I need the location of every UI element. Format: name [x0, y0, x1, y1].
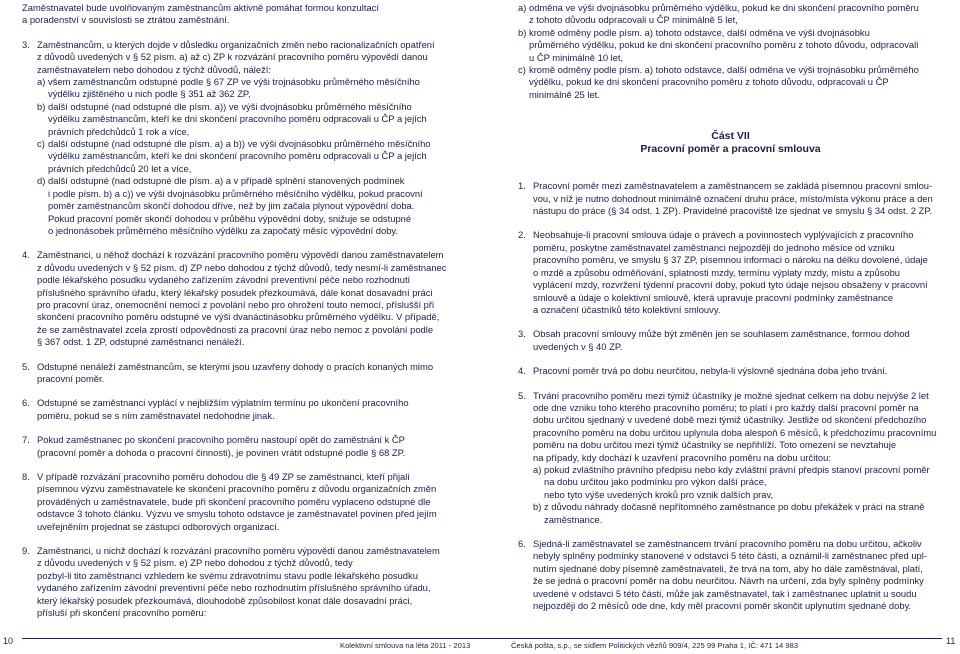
footer-divider: [22, 638, 942, 639]
reward-item-c: c) kromě odměny podle písm. a) tohoto odstavce, další odměna ve výši trojnásobku průměrného výdělku, pokud ke dni skončení pracovního poměru z tohoto důvodu, odpracovali u ČP minimálně 25 let.: [518, 64, 919, 100]
reward-item-a: a) odměna ve výši dvojnásobku průměrného výdělku, pokud ke dni skončení pracovního poměru z tohoto důvodu odpracovali u ČP minimálně 5 let,: [518, 2, 919, 26]
right-list-item-1: 1. Pracovní poměr mezi zaměstnavatelem a zaměstnancem se zakládá písemnou pracovní smlou- vou, v níž je nutno dohodnout minimálně označení druhu práce, místo/místa výkonu práce a den nástupu do práce (§ 34 odst. 1 ZP). Pravidelné pracoviště lze sjednat ve smyslu § 34 odst. 2 ZP.: [518, 180, 933, 217]
right-list-item-2: 2. Neobsahuje-li pracovní smlouva údaje o právech a povinnostech vyplývajících z pracovního poměru, poskytne zaměstnavatel zaměstnanci nejpozději do jednoho měsíce od vzniku pracovního poměru, ve smyslu § 37 ZP, písemnou informaci o nároku na délku dovolené, údaje o mzdě a způsobu odměňování, splatnosti mzdy, termínu výplaty mzdy, místu a způsobu vyplácení mzdy, rozvržení týdenní pracovní doby, pokud tyto údaje nejsou obsaženy v pracovní smlouvě a údaje o kolektivní smlouvě, která upravuje pracovní podmínky zaměstnance a označení účastníků této kolektivní smlouvy.: [518, 229, 928, 315]
right-list-item-4: 4. Pracovní poměr trvá po dobu neurčitou, nebyla-li výslovně sjednána doba jeho trvání.: [518, 365, 888, 377]
list-item-9: 9. Zaměstnanci, u nichž dochází k rozvázání pracovního poměru výpovědí danou zaměstnavatelem z důvodu uvedených v § 52 písm. e) ZP nebo dohodou z týchž důvodů, tedy pozbyl-li tito zaměstnanci vzhledem ke svému zdravotnímu stavu podle lékařského posudku vydaného zařízením závodní preventivní péče nebo rozhodnutím příslušného správního úřadu, který lékařský posudek přezkoumává, dlouhodobě způsobilost konat dále dosavadní práci, přísluší při skončení pracovního poměru:: [22, 545, 440, 619]
sub-item-a: a) všem zaměstnancům odstupné podle § 67 ZP ve výši trojnásobku průměrného měsíčního výdělku zjištěného u nich podle § 351 až 362 ZP,: [37, 76, 420, 100]
list-item-3: 3. Zaměstnancům, u kterých dojde v důsledku organizačních změn nebo racionalizačních opatření z důvodů uvedených v § 52 písm. a) až c) ZP k rozvázání pracovního poměru výpovědí danou zaměstnavatelem nebo dohodou z týchž důvodů, náleží: a) všem zaměstnancům odstupné podle § 67 ZP ve výši trojnásobku průměrného měsíčního výdělku zjištěného u nich podle § 351 až 362 ZP, b) další odstupné (nad odstupné dle písm. a)) ve výši dvojnásobku průměrného měsíčního výdělku zaměstnancům, kteří ke dni skončení pracovního poměru odpracovali u ČP a jejích právních předchůdců 1 rok a více, c) další odstupné (nad odstupné dle písm. a) a b)) ve výši dvojnásobku průměrného měsíčního výdělku zaměstnancům, kteří ke dni skončení pracovního poměru odpracovali u ČP a jejích právních předchůdců 20 let a více, d) další odstupné (nad odstupné dle písm. a) a v případě splnění stanovených podmínek i podle písm. b) a c)) ve výši dvojnásobku průměrného měsíčního výdělku, pokud pracovní poměr zaměstnancům skončí dohodou dříve, než by jim začala plynout výpovědní doba. Pokud pracovní poměr skončí dohodou v průběhu výpovědní doby, snižuje se odstupné o jednonásobek průměrného měsíčního výdělku za započatý měsíc výpovědní doby.: [22, 39, 459, 238]
list-item-8: 8. V případě rozvázání pracovního poměru dohodou dle § 49 ZP se zaměstnanci, kteří přijali písemnou výzvu zaměstnavatele ke skončení pracovního poměru z důvodu organizačních změn prováděných u zaměstnavatele, bude při skončení pracovního poměru vyplaceno odstupné dle odstavce 3 tohoto článku. Výzvu ve smyslu tohoto odstavce je zaměstnavatel povinen před jejím uveřejněním projednat se zástupci odborových organizací.: [22, 471, 437, 532]
right-list-item-6: 6. Sjedná-li zaměstnavatel se zaměstnancem trvání pracovního poměru na dobu určitou, ačkoliv nebyly splněny podmínky stanovené v odstavci 5 této části, a oznámil-li zaměstnanec před upl- nutím sjednané doby písemně zaměstnavateli, že trvá na tom, aby ho dále zaměstnával, platí, že se jedná o pracovní poměr na dobu neurčitou. Návrh na určení, zda byly splněny podmínky uvedené v odstavci 5 této části, může jak zaměstnavatel, tak i zaměstnanec uplatnit u soudu nejpozději do 2 měsíců ode dne, kdy měl pracovní poměr skončit uplynutím sjednané doby.: [518, 538, 927, 612]
left-column: [22, 2, 459, 619]
list-item-4: 4. Zaměstnanci, u něhož dochází k rozvázání pracovního poměru výpovědí danou zaměstnavatelem z důvodu uvedených v § 52 písm. d) ZP nebo dohodou z týchž důvodů, tedy nesmí-li zaměstnanec podle lékařského posudku vydaného zařízením závodní preventivní péče nebo rozhodnutí příslušného správního úřadu, který lékařský posudek přezkoumává, dále konat dosavadní práci pro pracovní úraz, onemocnění nemocí z povolání nebo pro ohrožení touto nemocí, příslušší při skončení pracovního poměru odstupné ve výši dvanáctinásobku průměrného výdělku. V případě, že se zaměstnavatel zcela zprostí odpovědnosti za pracovní úraz nebo nemoc z povolání podle § 367 odst. 1 ZP, odstupné zaměstnanci nenáleží.: [22, 249, 447, 348]
footer-right-text: Česká pošta, s.p., se sídlem Politických vězňů 909/4, 225 99 Praha 1, IČ: 471 14 983: [511, 641, 799, 650]
case-item-b: b) z důvodu náhrady dočasně nepřítomného zaměstnance po dobu překážek v práci na straně zaměstnance.: [533, 501, 925, 525]
sub-item-b: b) další odstupné (nad odstupné dle písm. a)) ve výši dvojnásobku průměrného měsíčního výdělku zaměstnancům, kteří ke dni skončení pracovního poměru odpracovali u ČP a jejích právních předchůdců 1 rok a více,: [37, 100, 427, 137]
right-list-item-5: 5. Trvání pracovního poměru mezi týmiž účastníky je možné sjednat celkem na dobu nejvýše 2 let ode dne vzniku toho kterého pracovního poměru; to platí i pro každý další pracovní poměr na dobu určitou sjednaný v uvedené době mezi týmiž účastníky. Jestliže od skončení předchozího pracovního poměru na dobu určitou uplynula doba alespoň 6 měsíců, k předchozímu pracovnímu poměru na dobu určitou mezi týmiž účastníky se nepřihlíží. Toto omezení se nevztahuje na případy, kdy dochází k uzavření pracovního poměru na dobu určitou: a) pokud zvláštního právního předpisu nebo kdy zvláštní právní předpis stanoví pracovní poměr na dobu určitou jako podmínku pro výkon další práce, nebo tyto výše uvedených kroků pro vznik dalších prav, b) z důvodu náhrady dočasně nepřítomného zaměstnance po dobu překážek v práci na straně zaměstnance.: [518, 390, 943, 526]
right-list-item-3: 3. Obsah pracovní smlouvy může být změněn jen se souhlasem zaměstnance, formou dohod uvedených v § 40 ZP.: [518, 328, 910, 352]
list-item-5: 5. Odstupné nenáleží zaměstnancům, se kterými jsou uzavřeny dohody o pracích konaných mimo pracovní poměr.: [22, 360, 434, 384]
sub-item-d: d) další odstupné (nad odstupné dle písm. a) a v případě splnění stanovených podmínek i podle písm. b) a c)) ve výši dvojnásobku průměrného měsíčního výdělku, pokud pracovní poměr zaměstnancům skončí dohodou dříve, než by jim začala plynout výpovědní doba. Pokud pracovní poměr skončí dohodou v průběhu výpovědní doby, snižuje se odstupné o jednonásobek průměrného měsíčního výdělku za započatý měsíc výpovědní doby.: [37, 175, 423, 236]
right-column: [518, 2, 943, 612]
intro-paragraph: Zaměstnavatel bude uvolňovaným zaměstnancům aktivně pomáhat formou konzultací a poradenství v souvislosti se ztrátou zaměstnání.: [22, 2, 379, 26]
list-item-7: 7. Pokud zaměstnanec po skončení pracovního poměru nastoupí opět do zaměstnání k ČP (pracovní poměr a dohoda o pracovní činnosti), je povinen vrátit odstupné podle § 68 ZP.: [22, 434, 406, 458]
page-number-right: 11: [946, 636, 956, 646]
page-number-left: 10: [3, 636, 14, 646]
reward-item-b: b) kromě odměny podle písm. a) tohoto odstavce, další odměna ve výši dvojnásobku průměrného výdělku, pokud ke dni skončení pracovního poměru z tohoto důvodu, odpracovali u ČP minimálně 10 let,: [518, 26, 919, 63]
part-title: Pracovní poměr a pracovní smlouva: [640, 143, 821, 156]
sub-item-c: c) další odstupné (nad odstupné dle písm. a) a b)) ve výši dvojnásobku průměrného měsíčního výdělku zaměstnancům, kteří ke dni skončení pracovního poměru odpracovali u ČP a jejích právních předchůdců 20 let a více,: [37, 138, 431, 174]
part-heading: Část VII: [711, 130, 750, 143]
case-item-a: a) pokud zvláštního právního předpisu nebo kdy zvláštní právní předpis stanoví pracovní poměr na dobu určitou jako podmínku pro výkon další práce, nebo tyto výše uvedených kroků pro vznik dalších prav,: [533, 463, 930, 500]
list-item-6: 6. Odstupné se zaměstnanci vyplácí v nejbližším výplatním termínu po ukončení pracovního poměru, pokud se s ním zaměstnavatel nedohodne jinak.: [22, 397, 409, 421]
footer-center-text: Kolektivní smlouva na léta 2011 - 2013: [340, 641, 471, 650]
